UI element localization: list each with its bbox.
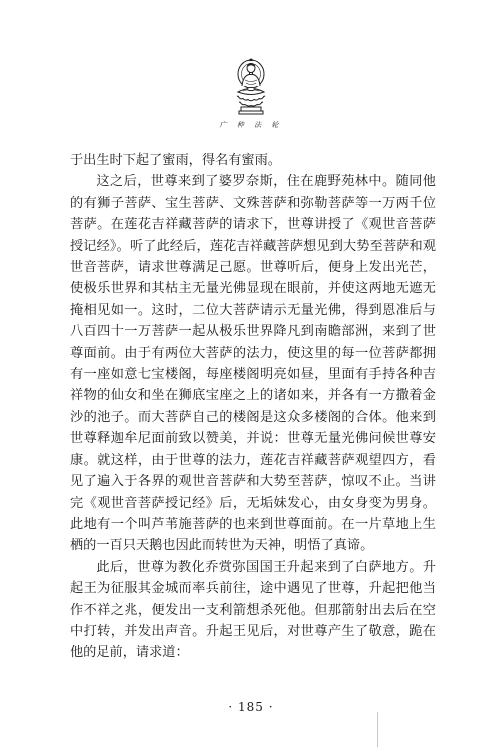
page-number: · 185 · (228, 700, 274, 714)
logo-caption: 广 种 法 轮 (219, 121, 283, 129)
page-header (0, 52, 502, 130)
paragraph: 这之后，世尊来到了婆罗奈斯，住在鹿野苑林中。随同他的有狮子菩萨、宝生菩萨、文殊菩萨和弥勒菩萨等一万两千位菩萨。在莲花吉祥藏菩萨的请求下，世尊讲授了《观世音菩萨授记经》。听了此经后，莲花吉祥藏菩萨想见到大势至菩萨和观世音菩萨，请求世尊满足己愿。世尊听后，便身上发出光芒，使极乐世界和其枯主无量光佛显现在眼前，并使这两地无遮无掩相见如一。这时，二位大菩萨请示无量光佛，得到恩准后与八百四十一万菩萨一起从极乐世界降凡到南瞻部洲，来到了世尊面前。由于有两位大菩萨的法力，使这里的每一位菩萨都拥有一座如意七宝楼阁，每座楼阁明亮如昼，里面有手持各种吉祥物的仙女和坐在狮底宝座之上的诸如来，并各有一方撒着金沙的池子。而大菩萨自己的楼阁是这众多楼阁的合体。他来到世尊释迦牟尼面前致以赞美，并说：世尊无量光佛问候世尊安康。就这样，由于世尊的法力，莲花吉祥藏菩萨观望四方，看见了遍入于各界的观世音菩萨和大势至菩萨，惊叹不止。当讲完《观世音菩萨授记经》后，无垢妹发心，由女身变为男身。此地有一个叫芦苇施菩萨的也来到世尊面前。在一片草地上生栖的一百只天鹅也因此而转世为天神，明悟了真谛。 (70, 174, 436, 554)
page-crease-line (377, 712, 378, 747)
seated-buddha-emblem-icon (229, 52, 273, 118)
main-text (70, 150, 436, 664)
paragraph: 此后，世尊为教化乔赏弥国国王升起来到了白萨地方。升起王为征服其金城而率兵前往，途中遇见了世尊，升起把他当作不祥之兆，便发出一支利箭想杀死他。但那箭射出去后在空中打转，并发出声音。升起王见后，对世尊产生了敬意，跪在他的足前，请求道： (70, 559, 436, 661)
paragraph: 于出生时下起了蜜雨，得名有蜜雨。 (70, 153, 281, 168)
